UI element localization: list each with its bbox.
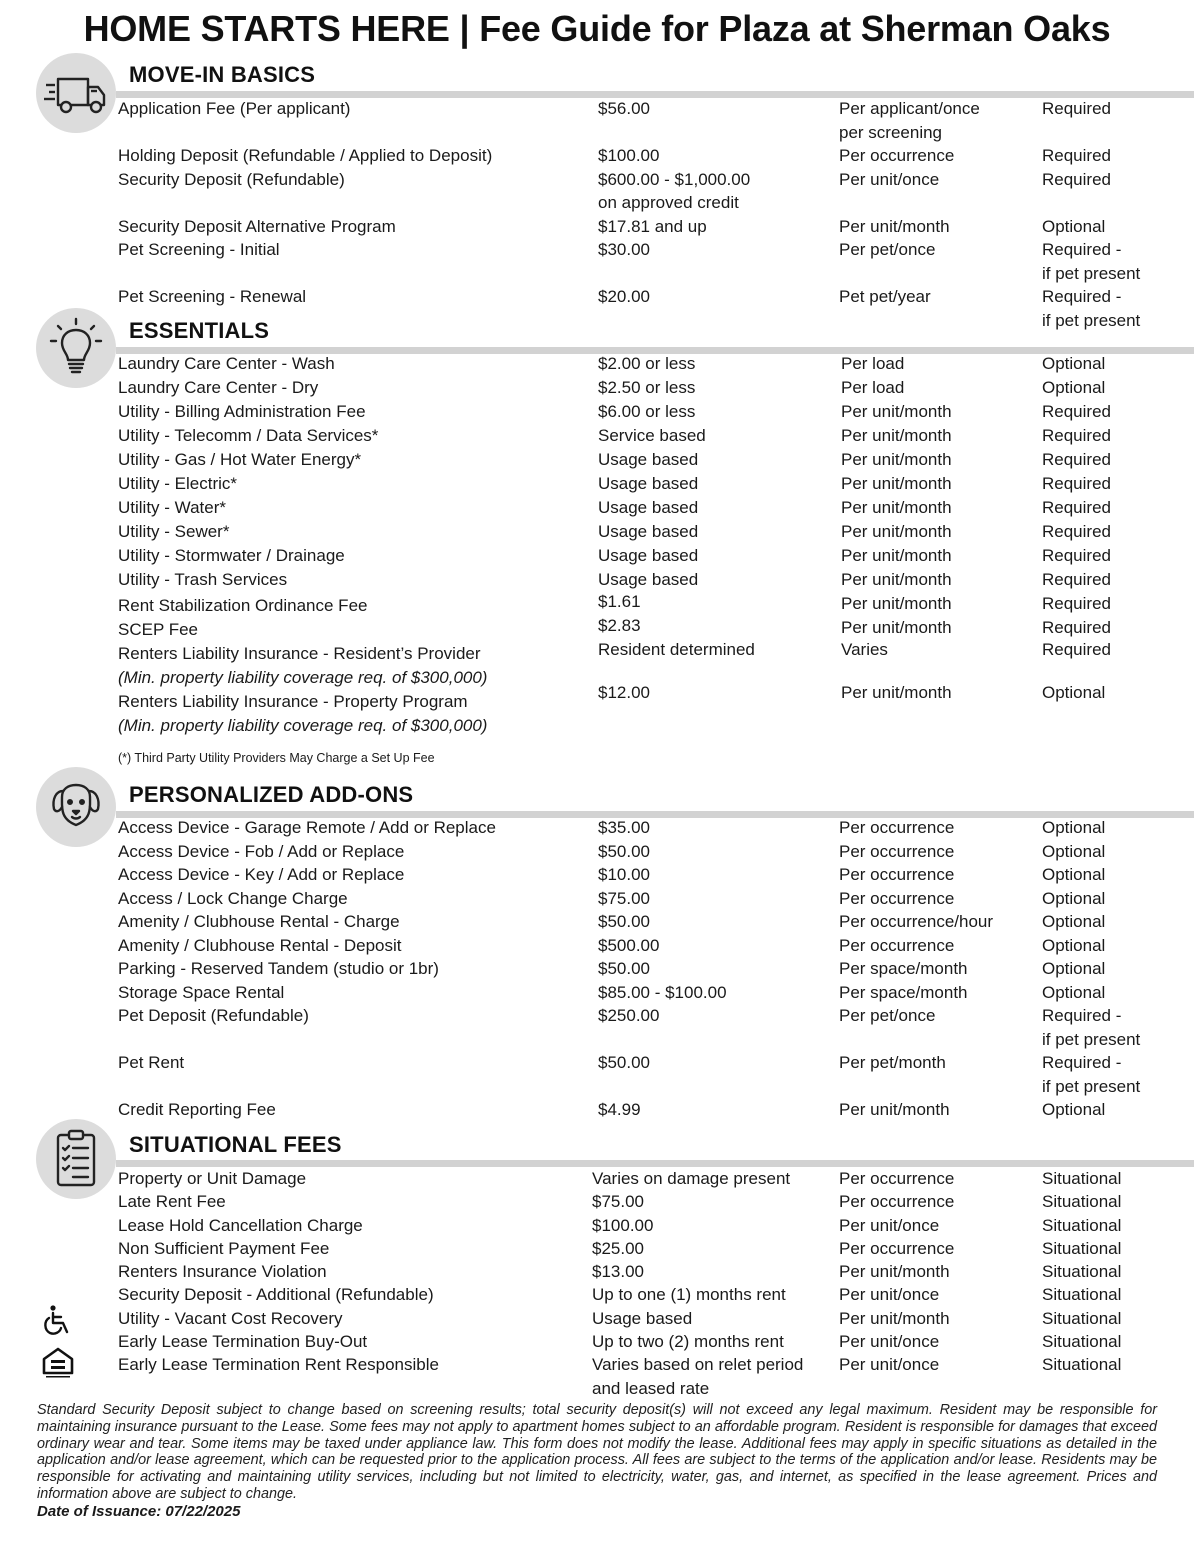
fee-frequency: Per unit/month	[841, 402, 952, 421]
table-row	[0, 910, 1194, 934]
fee-amount: Usage based	[598, 450, 699, 469]
table-row	[0, 97, 1194, 144]
table-row	[0, 1098, 1194, 1122]
fee-frequency: Per unit/once	[839, 169, 940, 189]
fee-name: Utility - Stormwater / Drainage	[118, 546, 345, 565]
fee-name: Lease Hold Cancellation Charge	[118, 1215, 363, 1235]
fee-status: Optional	[1042, 1100, 1106, 1119]
fee-name: Utility - Gas / Hot Water Energy*	[118, 450, 362, 469]
section-title: ESSENTIALS	[129, 318, 270, 343]
fee-frequency: Per occurrence	[839, 841, 955, 861]
fee-status: Optional	[1042, 841, 1106, 861]
fee-amount: $2.00 or less	[598, 354, 696, 373]
fee-frequency: Per occurrence	[839, 146, 955, 165]
fee-status: Required	[1042, 640, 1111, 659]
page-title: HOME STARTS HERE | Fee Guide for Plaza at Sherman Oaks	[83, 8, 1111, 49]
fee-amount: $17.81 and up	[598, 216, 707, 236]
fee-amount: Varies on damage present	[592, 1169, 791, 1188]
fee-frequency: Per unit/month	[841, 570, 952, 589]
table-row	[0, 1051, 1194, 1098]
fee-name: Amenity / Clubhouse Rental - Charge	[118, 912, 400, 931]
table-row	[0, 496, 1194, 520]
fee-name: Storage Space Rental	[118, 982, 285, 1002]
fee-amount: $12.00	[598, 683, 650, 702]
fee-name: Pet Screening - Renewal	[118, 287, 307, 306]
fee-frequency: Per pet/month	[839, 1053, 946, 1072]
fee-name: Utility - Billing Administration Fee	[118, 402, 366, 421]
table-row	[0, 1260, 1194, 1283]
section-divider	[116, 1160, 1194, 1167]
fee-amount: Service based	[598, 426, 706, 445]
fee-status: Situational	[1042, 1192, 1122, 1212]
fee-name: Non Sufficient Payment Fee	[118, 1238, 330, 1258]
fee-amount: $1.61	[598, 592, 641, 611]
fee-frequency: Per unit/month	[841, 426, 952, 445]
fee-frequency: Per occurrence	[839, 888, 955, 908]
table-row	[0, 1190, 1194, 1213]
table-row	[0, 840, 1194, 864]
table-row	[0, 424, 1194, 448]
fee-name: Utility - Vacant Cost Recovery	[118, 1308, 343, 1328]
fee-status: Situational	[1042, 1355, 1122, 1375]
fee-status: Required	[1042, 618, 1111, 637]
fee-status: Optional	[1042, 935, 1106, 955]
fee-amount: $50.00	[598, 959, 650, 978]
fee-frequency: Per occurrence	[839, 1238, 955, 1258]
fee-status: Optional	[1042, 683, 1106, 702]
fee-amount: Usage based	[598, 570, 699, 589]
fee-status: Optional	[1042, 912, 1106, 931]
fee-status: Optional	[1042, 216, 1106, 236]
table-row	[0, 683, 1194, 736]
table-row	[0, 472, 1194, 496]
fee-name: Early Lease Termination Rent Responsible	[118, 1355, 439, 1375]
footnote: (*) Third Party Utility Providers May Charge a Set Up Fee	[118, 751, 435, 765]
fee-name: Late Rent Fee	[118, 1192, 226, 1212]
fee-amount: $85.00 - $100.00	[598, 982, 727, 1002]
fee-name: Early Lease Termination Buy-Out	[118, 1332, 368, 1352]
fee-frequency: Per unit/once	[839, 1332, 940, 1352]
fee-status: Required	[1042, 498, 1111, 517]
table-row	[0, 144, 1194, 168]
table-row	[0, 816, 1194, 840]
fee-name: SCEP Fee	[118, 620, 199, 639]
fee-amount: $4.99	[598, 1100, 641, 1119]
table-row	[0, 981, 1194, 1005]
fee-amount: $25.00	[592, 1238, 644, 1258]
fee-name: Rent Stabilization Ordinance Fee	[118, 596, 368, 615]
fee-table-move-in	[0, 97, 1194, 330]
table-row	[0, 957, 1194, 981]
fee-frequency: Per unit/month	[841, 474, 952, 493]
fee-status: Required	[1042, 546, 1111, 565]
fee-status: Required - if pet present	[1042, 240, 1141, 283]
fee-status: Optional	[1042, 354, 1106, 373]
fee-name: Utility - Telecomm / Data Services*	[118, 426, 379, 445]
fee-frequency: Per unit/month	[839, 1308, 950, 1328]
fee-status: Required	[1042, 146, 1111, 165]
fee-frequency: Per occurrence	[839, 935, 955, 955]
table-row	[0, 520, 1194, 544]
fee-amount: $50.00	[598, 912, 650, 931]
fee-name: Renters Insurance Violation	[118, 1262, 327, 1282]
fee-frequency: Per unit/month	[841, 683, 952, 702]
fee-status: Required	[1042, 99, 1111, 118]
fee-status: Required	[1042, 402, 1111, 421]
fee-frequency: Per occurrence	[839, 1192, 955, 1212]
fee-status: Situational	[1042, 1332, 1122, 1352]
fee-frequency: Per pet/once	[839, 240, 936, 259]
fee-status: Optional	[1042, 959, 1106, 978]
table-row	[0, 863, 1194, 887]
fee-name: Access Device - Key / Add or Replace	[118, 865, 405, 884]
fee-amount: Up to two (2) months rent	[592, 1332, 784, 1352]
fee-amount: $75.00	[598, 888, 650, 908]
fee-name: Utility - Water*	[118, 498, 226, 517]
fee-status: Required	[1042, 570, 1111, 589]
fee-status: Required	[1042, 594, 1111, 613]
fee-frequency: Per occurrence	[839, 1169, 955, 1188]
fee-name: Utility - Sewer*	[118, 522, 230, 541]
table-row	[0, 400, 1194, 424]
fee-status: Optional	[1042, 865, 1106, 884]
fee-table-add-ons	[0, 816, 1194, 1122]
fee-status: Required - if pet present	[1042, 287, 1141, 330]
fee-amount: Usage based	[592, 1308, 693, 1328]
table-row	[0, 168, 1194, 215]
fee-amount: $250.00	[598, 1006, 660, 1025]
fee-frequency: Per unit/once	[839, 1355, 940, 1375]
fee-status: Situational	[1042, 1215, 1122, 1235]
fee-frequency: Per space/month	[839, 959, 968, 978]
fee-name: Pet Deposit (Refundable)	[118, 1006, 309, 1025]
fee-amount: $75.00	[592, 1192, 644, 1212]
fee-name: Renters Liability Insurance - Property Program (Min. property liability coverage req. of $300,000)	[118, 692, 488, 735]
fee-status: Required	[1042, 426, 1111, 445]
fee-frequency: Pet pet/year	[839, 287, 931, 306]
fee-status: Required	[1042, 450, 1111, 469]
fee-frequency: Per unit/month	[839, 216, 950, 236]
fee-amount: $35.00	[598, 818, 650, 837]
fee-amount: $600.00 - $1,000.00 on approved credit	[598, 169, 751, 212]
table-row	[0, 285, 1194, 330]
fee-frequency: Per load	[841, 378, 905, 397]
fee-amount: $10.00	[598, 865, 650, 884]
table-row	[0, 215, 1194, 239]
fee-frequency: Per occurrence	[839, 865, 955, 884]
table-row	[0, 1004, 1194, 1051]
fee-name: Credit Reporting Fee	[118, 1100, 276, 1119]
fee-status: Optional	[1042, 378, 1106, 397]
table-row	[0, 1353, 1194, 1399]
fee-name: Access Device - Fob / Add or Replace	[118, 841, 405, 861]
table-row	[0, 592, 1194, 616]
fee-amount: $30.00	[598, 240, 650, 259]
fee-table-essentials	[0, 352, 1194, 736]
table-row	[0, 1214, 1194, 1237]
fee-amount: Varies based on relet period and leased rate	[592, 1355, 804, 1398]
fee-amount: $100.00	[598, 146, 660, 165]
fee-status: Situational	[1042, 1308, 1122, 1328]
fee-amount: $20.00	[598, 287, 650, 306]
equal-housing-opportunity-icon	[40, 1346, 76, 1385]
fee-frequency: Per unit/month	[841, 498, 952, 517]
fee-status: Situational	[1042, 1238, 1122, 1258]
table-row	[0, 376, 1194, 400]
fee-frequency: Per unit/once	[839, 1285, 940, 1305]
table-row	[0, 1330, 1194, 1353]
fee-frequency: Varies	[841, 640, 888, 659]
issuance-date: Date of Issuance: 07/22/2025	[37, 1503, 241, 1520]
fee-status: Required	[1042, 474, 1111, 493]
fee-name: Laundry Care Center - Dry	[118, 378, 319, 397]
fee-name: Access / Lock Change Charge	[118, 888, 348, 908]
fee-amount: Resident determined	[598, 640, 755, 659]
table-row	[0, 934, 1194, 958]
fee-name: Security Deposit - Additional (Refundable)	[118, 1285, 434, 1305]
fee-name: Property or Unit Damage	[118, 1169, 307, 1188]
fee-name: Security Deposit (Refundable)	[118, 169, 345, 189]
table-row	[0, 616, 1194, 640]
fee-status: Optional	[1042, 888, 1106, 908]
fee-name: Parking - Reserved Tandem (studio or 1br)	[118, 959, 439, 978]
table-row	[0, 1167, 1194, 1190]
fee-amount: Usage based	[598, 498, 699, 517]
fee-frequency: Per pet/once	[839, 1006, 936, 1025]
fee-amount: Up to one (1) months rent	[592, 1285, 786, 1305]
fee-frequency: Per unit/month	[841, 450, 952, 469]
fee-frequency: Per unit/once	[839, 1215, 940, 1235]
fee-amount: Usage based	[598, 546, 699, 565]
fee-frequency: Per unit/month	[841, 618, 952, 637]
fee-status: Situational	[1042, 1169, 1122, 1188]
fee-frequency: Per unit/month	[841, 594, 952, 613]
fee-amount: Usage based	[598, 522, 699, 541]
table-row	[0, 448, 1194, 472]
fee-frequency: Per unit/month	[841, 522, 952, 541]
fee-status: Optional	[1042, 818, 1106, 837]
table-row	[0, 352, 1194, 376]
table-row	[0, 544, 1194, 568]
fee-amount: $6.00 or less	[598, 402, 696, 421]
fee-status: Optional	[1042, 982, 1106, 1002]
fee-frequency: Per space/month	[839, 982, 968, 1002]
fee-name: Laundry Care Center - Wash	[118, 354, 335, 373]
fee-frequency: Per occurrence	[839, 818, 955, 837]
fee-status: Situational	[1042, 1285, 1122, 1305]
fee-status: Situational	[1042, 1262, 1122, 1282]
fee-amount: Usage based	[598, 474, 699, 493]
fee-amount: $100.00	[592, 1215, 654, 1235]
fee-amount: $50.00	[598, 1053, 650, 1072]
fee-frequency: Per occurrence/hour	[839, 912, 994, 931]
fee-frequency: Per applicant/once per screening	[839, 99, 980, 142]
fee-table-situational	[0, 1167, 1194, 1399]
fee-name: Renters Liability Insurance - Resident’s Provider (Min. property liability coverage req. of $300,000)	[118, 644, 488, 687]
fee-amount: $2.50 or less	[598, 378, 696, 397]
table-row	[0, 887, 1194, 911]
fee-name: Pet Rent	[118, 1053, 185, 1072]
fee-amount: $13.00	[592, 1262, 644, 1282]
fee-name: Application Fee (Per applicant)	[118, 99, 351, 118]
table-row	[0, 238, 1194, 285]
fee-name: Utility - Electric*	[118, 474, 238, 493]
fee-name: Utility - Trash Services	[118, 570, 288, 589]
fee-status: Required	[1042, 522, 1111, 541]
fee-frequency: Per unit/month	[839, 1262, 950, 1282]
section-title: SITUATIONAL FEES	[129, 1132, 342, 1157]
table-row	[0, 568, 1194, 592]
fee-amount: $500.00	[598, 935, 660, 955]
accessibility-icon	[40, 1304, 74, 1343]
fee-frequency: Per load	[841, 354, 905, 373]
fee-name: Pet Screening - Initial	[118, 240, 280, 259]
fee-name: Access Device - Garage Remote / Add or Replace	[118, 818, 496, 837]
section-title: MOVE-IN BASICS	[129, 62, 316, 87]
fee-frequency: Per unit/month	[841, 546, 952, 565]
disclaimer-text: Standard Security Deposit subject to change based on screening results; total security deposit(s) will not exceed any legal maximum. Resident may be responsible for maintaining insurance pursuant to the Lease. Some fees may not apply to apartment homes subject to an affordable program. Resident is responsible for damages that exceed ordinary wear and tear. Some items may be taxed under appliance law. This form does not modify the lease. Additional fees may apply in specific situations as detailed in the application and/or lease agreement, which can be requested prior to the application process. All fees are subject to the terms of the application and/or lease. Residents may be responsible for activating and maintaining utility services, including but not limited to electricity, water, gas, and internet, as specified in the lease agreement. Prices and information above are subject to change.	[37, 1402, 1157, 1502]
fee-amount: $56.00	[598, 99, 650, 118]
section-title: PERSONALIZED ADD-ONS	[129, 782, 414, 807]
fee-amount: $2.83	[598, 616, 641, 635]
table-row	[0, 1307, 1194, 1330]
fee-frequency: Per unit/month	[839, 1100, 950, 1119]
fee-status: Required - if pet present	[1042, 1053, 1141, 1096]
fee-name: Amenity / Clubhouse Rental - Deposit	[118, 935, 402, 955]
table-row	[0, 1237, 1194, 1260]
fee-name: Holding Deposit (Refundable / Applied to Deposit)	[118, 146, 493, 165]
fee-status: Required	[1042, 169, 1111, 189]
fee-name: Security Deposit Alternative Program	[118, 216, 396, 236]
table-row	[0, 1283, 1194, 1306]
fee-status: Required - if pet present	[1042, 1006, 1141, 1049]
fee-amount: $50.00	[598, 841, 650, 861]
